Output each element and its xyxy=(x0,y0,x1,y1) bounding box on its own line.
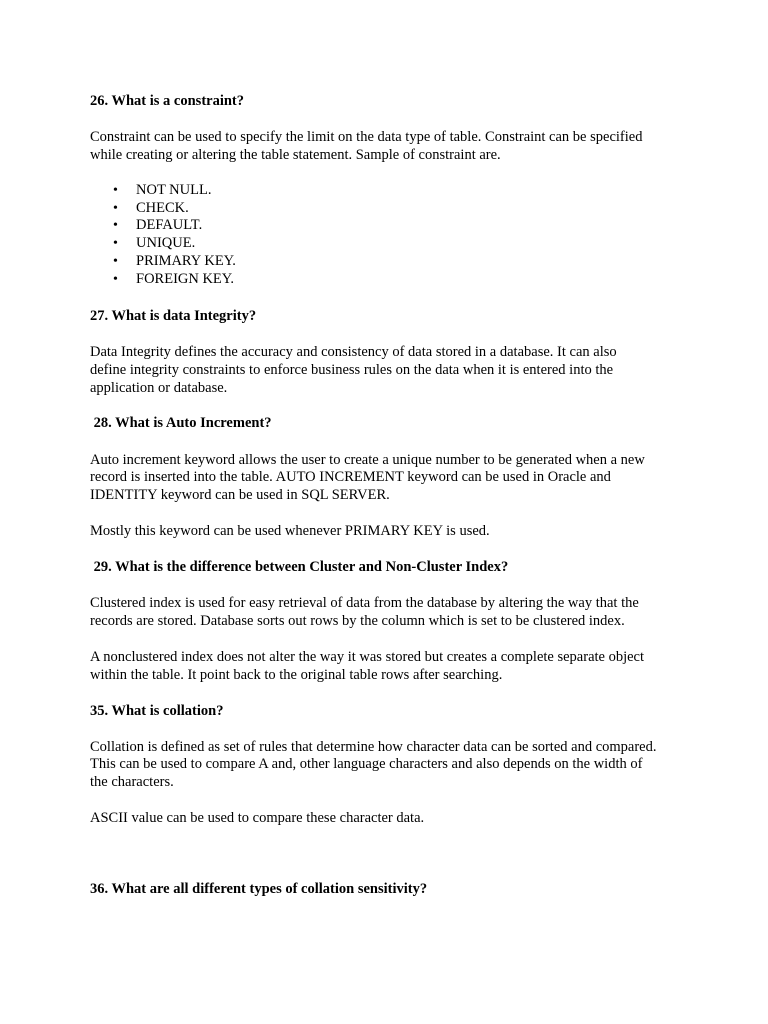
heading-28: 28. What is Auto Increment? xyxy=(90,415,272,431)
paragraph-line: Mostly this keyword can be used whenever PRIMARY KEY is used. xyxy=(90,523,490,539)
heading-35: 35. What is collation? xyxy=(90,703,224,719)
bullet-dot: • xyxy=(113,218,118,233)
paragraph-line: records are stored. Database sorts out rows by the column which is set to be clustered index. xyxy=(90,613,625,629)
paragraph-line: IDENTITY keyword can be used in SQL SERVER. xyxy=(90,487,390,503)
paragraph-line: define integrity constraints to enforce business rules on the data when it is entered into the xyxy=(90,362,614,378)
bullet-dot: • xyxy=(113,183,118,198)
bullet-dot: • xyxy=(113,272,118,287)
heading-27: 27. What is data Integrity? xyxy=(90,308,257,324)
list-item: DEFAULT. xyxy=(136,217,203,233)
paragraph-line: application or database. xyxy=(90,380,228,396)
bullet-dot: • xyxy=(113,201,118,216)
paragraph-line: while creating or altering the table statement. Sample of constraint are. xyxy=(90,147,501,163)
bullet-dot: • xyxy=(113,236,118,251)
paragraph-line: within the table. It point back to the original table rows after searching. xyxy=(90,667,503,683)
paragraph-line: A nonclustered index does not alter the way it was stored but creates a complete separate object xyxy=(90,649,645,665)
heading-36: 36. What are all different types of collation sensitivity? xyxy=(90,881,428,897)
bullet-dot: • xyxy=(113,254,118,269)
paragraph-line: Collation is defined as set of rules that determine how character data can be sorted and compared. xyxy=(90,739,657,755)
paragraph-line: Clustered index is used for easy retrieval of data from the database by altering the way that the xyxy=(90,595,639,611)
paragraph-line: This can be used to compare A and, other language characters and also depends on the width of xyxy=(90,756,643,772)
paragraph-line: ASCII value can be used to compare these character data. xyxy=(90,810,425,826)
list-item: PRIMARY KEY. xyxy=(136,253,236,269)
paragraph-line: the characters. xyxy=(90,774,174,790)
paragraph-line: Constraint can be used to specify the limit on the data type of table. Constraint can be specified xyxy=(90,129,643,145)
list-item: CHECK. xyxy=(136,200,189,216)
heading-26: 26. What is a constraint? xyxy=(90,93,245,109)
heading-29: 29. What is the difference between Cluster and Non-Cluster Index? xyxy=(90,559,509,575)
list-item: NOT NULL. xyxy=(136,182,212,198)
paragraph-line: Auto increment keyword allows the user to create a unique number to be generated when a new xyxy=(90,452,645,468)
paragraph-line: Data Integrity defines the accuracy and consistency of data stored in a database. It can also xyxy=(90,344,617,360)
paragraph-line: record is inserted into the table. AUTO INCREMENT keyword can be used in Oracle and xyxy=(90,469,611,485)
list-item: FOREIGN KEY. xyxy=(136,271,235,287)
list-item: UNIQUE. xyxy=(136,235,196,251)
